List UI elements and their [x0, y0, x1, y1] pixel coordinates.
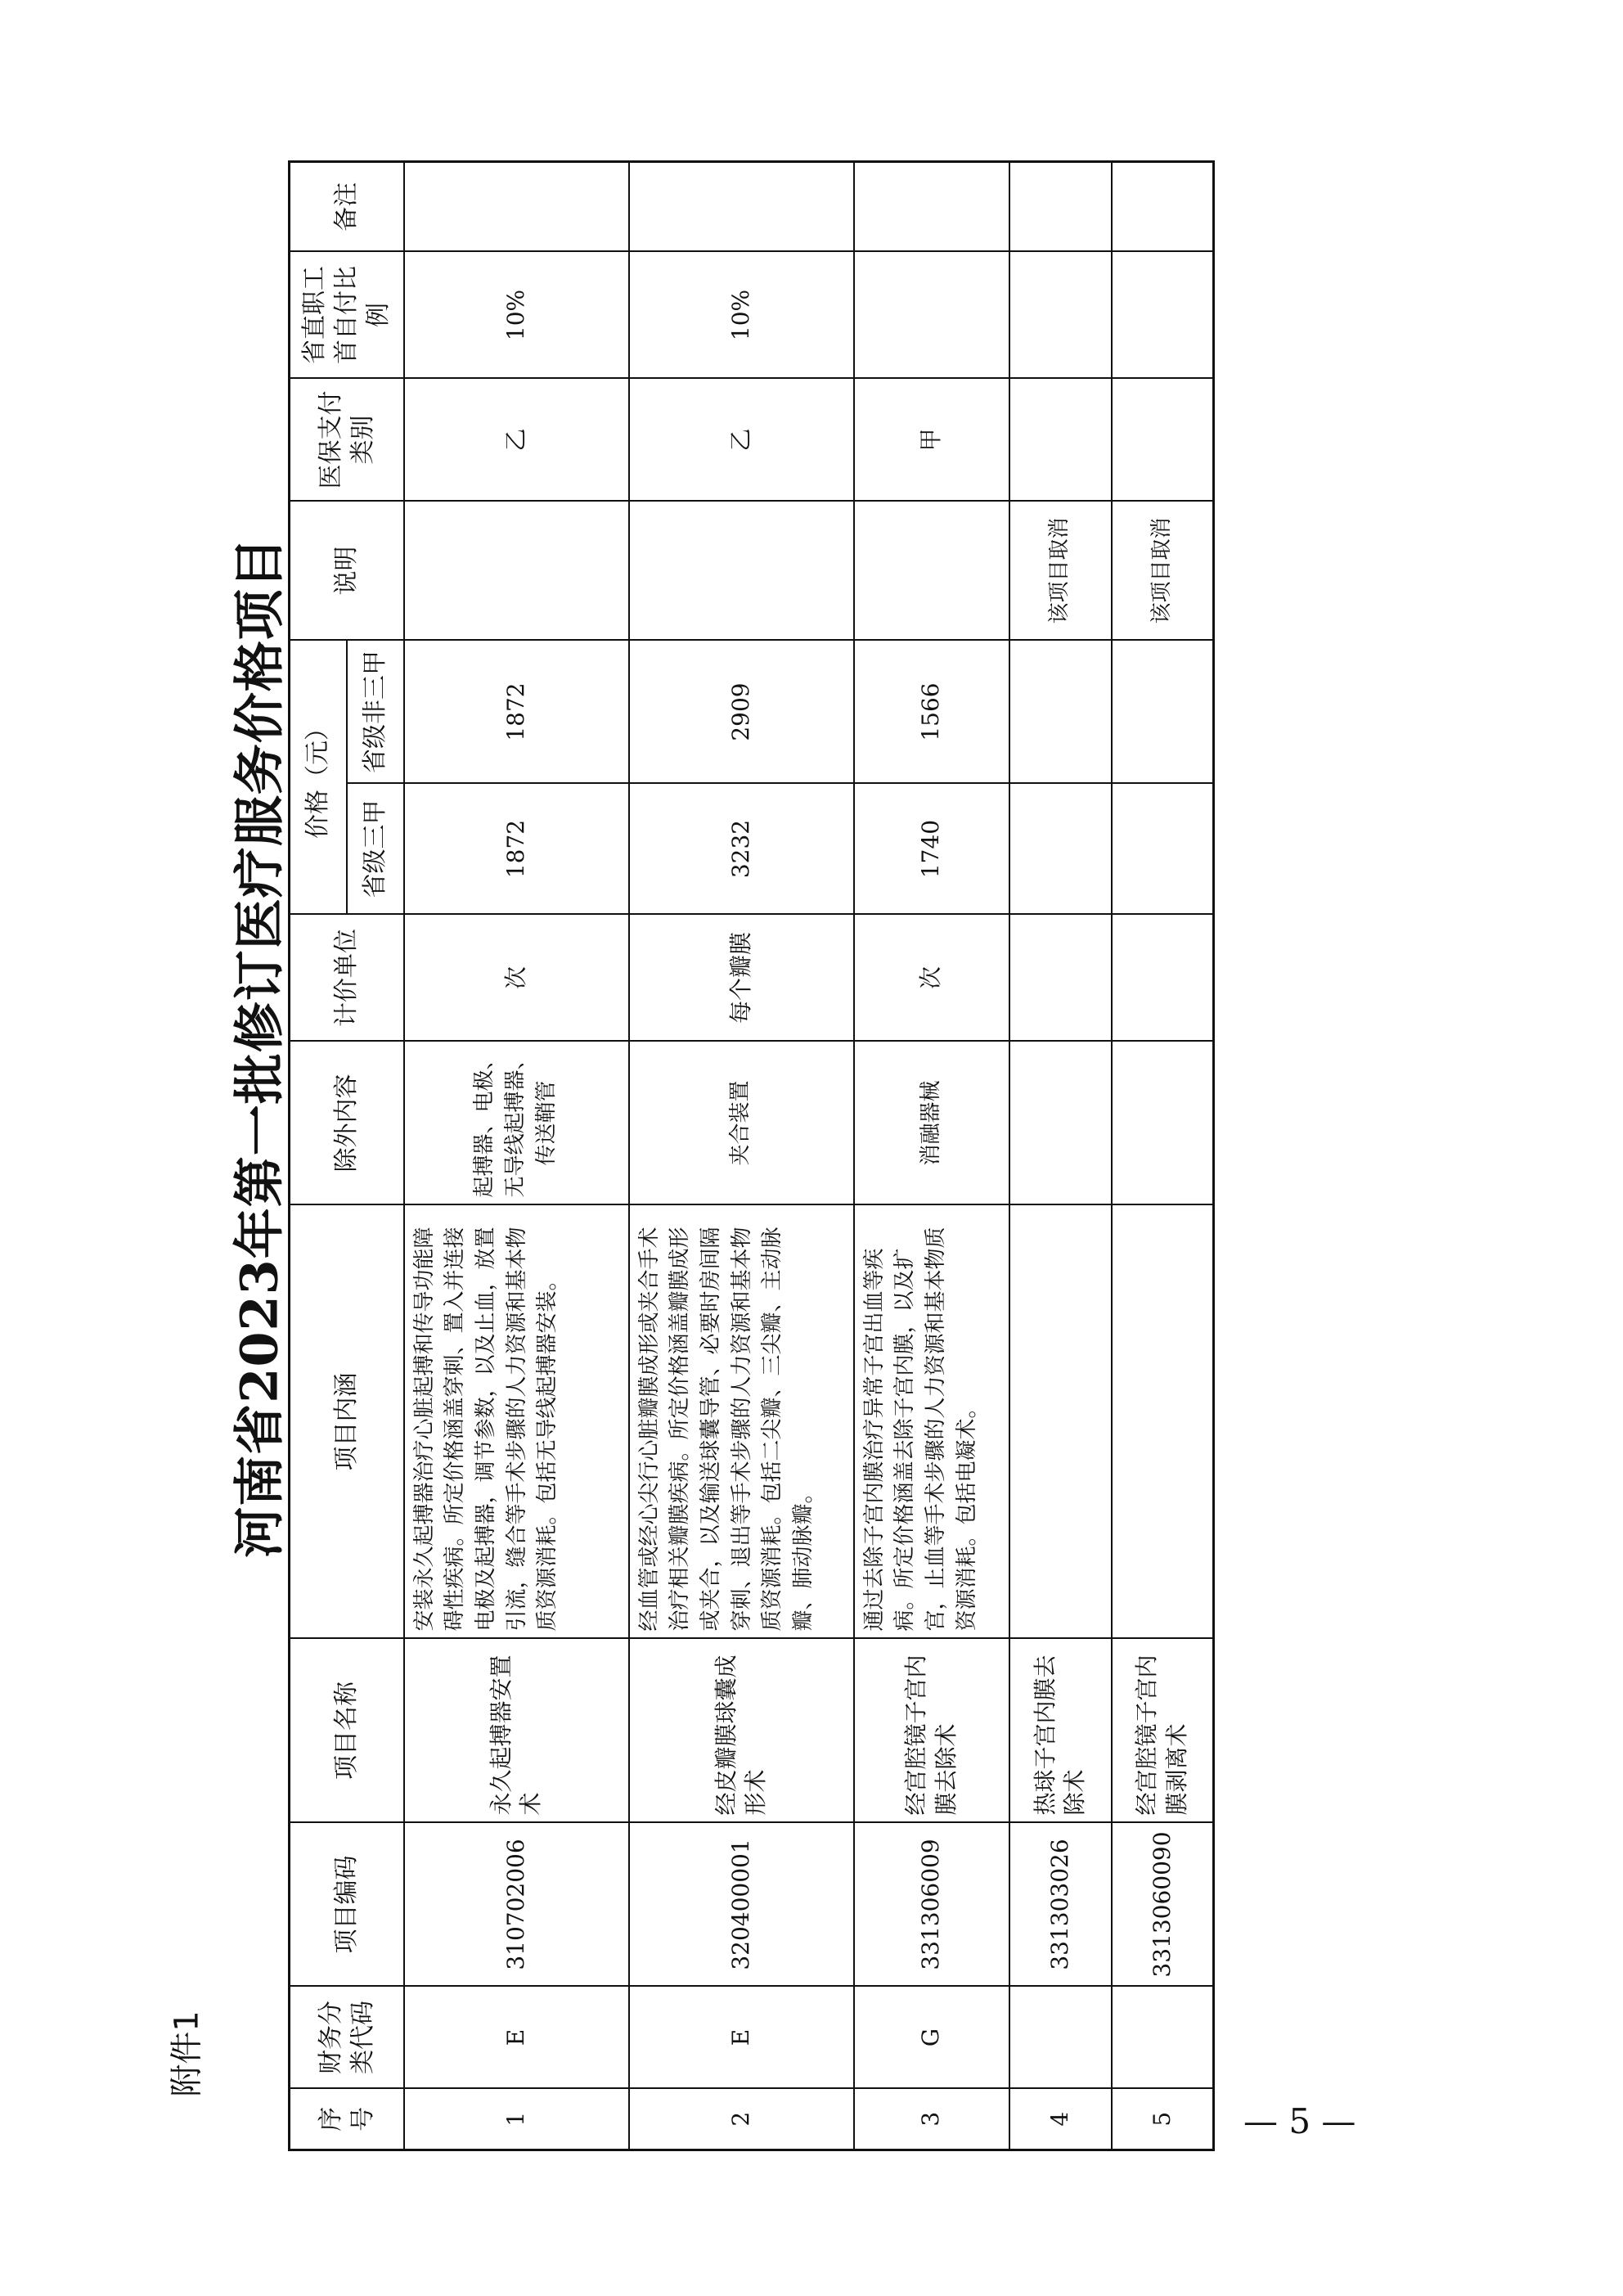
table-row — [404, 162, 629, 2150]
cell-item-code: 3313060090 — [1112, 1823, 1214, 1987]
cell-item-code: 331303026 — [1009, 1823, 1112, 1987]
cell-price-a: 3232 — [629, 784, 854, 915]
cell-connotation: 通过去除子宫内膜治疗异常子宫出血等疾病。所定价格涵盖去除子宫内膜，以及扩宫，止血等手术步骤的人力资源和基本物质资源消耗。包括电凝术。 — [854, 1205, 1009, 1639]
cell-exclusion: 夹合装置 — [629, 1042, 854, 1205]
cell-remark — [854, 162, 1009, 252]
header-item-name: 项目名称 — [290, 1639, 404, 1823]
cell-exclusion: 消融器械 — [854, 1042, 1009, 1205]
cell-remark — [1009, 162, 1112, 252]
cell-insurance: 甲 — [854, 379, 1009, 502]
cell-price-b — [1112, 641, 1214, 784]
cell-insurance: 乙 — [629, 379, 854, 502]
cell-seq: 5 — [1112, 2089, 1214, 2150]
table-row — [1112, 162, 1214, 2150]
cell-price-b: 1872 — [404, 641, 629, 784]
cell-insurance: 乙 — [404, 379, 629, 502]
page-title: 河南省2023年第一批修订医疗服务价格项目 — [229, 537, 290, 1558]
cell-item-name: 经宫腔镜子宫内膜剥离术 — [1112, 1639, 1214, 1823]
header-seq: 序号 — [290, 2089, 404, 2150]
cell-price-b — [1009, 641, 1112, 784]
cell-exclusion: 起搏器、电极、无导线起搏器、传送鞘管 — [404, 1042, 629, 1205]
cell-connotation: 安装永久起搏器治疗心脏起搏和传导功能障碍性疾病。所定价格涵盖穿刺、置入并连接电极及起搏器，调节参数，以及止血，放置引流，缝合等手术步骤的人力资源和基本物质资源消耗。包括无导线起搏器安装。 — [404, 1205, 629, 1639]
cell-self-pay: 10% — [404, 252, 629, 379]
cell-connotation — [1112, 1205, 1214, 1639]
cell-connotation: 经血管或经心尖行心脏瓣膜成形或夹合手术治疗相关瓣膜疾病。所定价格涵盖瓣膜成形或夹合，以及输送球囊导管、必要时房间隔穿刺、退出等手术步骤的人力资源和基本物质资源消耗。包括二尖瓣、三尖瓣、主动脉瓣、肺动脉瓣。 — [629, 1205, 854, 1639]
header-connotation: 项目内涵 — [290, 1205, 404, 1639]
header-fin-code: 财务分类代码 — [290, 1987, 404, 2089]
cell-unit — [1112, 915, 1214, 1042]
attachment-label: 附件1 — [168, 2010, 206, 2097]
cell-note — [404, 502, 629, 641]
header-price-b: 省级非三甲 — [347, 641, 404, 784]
header-price-group: 价格（元） — [290, 641, 347, 915]
cell-item-name: 经宫腔镜子宫内膜去除术 — [854, 1639, 1009, 1823]
cell-unit: 次 — [854, 915, 1009, 1042]
price-table-container — [288, 163, 1212, 2151]
cell-seq: 1 — [404, 2089, 629, 2150]
cell-note — [854, 502, 1009, 641]
table-row — [629, 162, 854, 2150]
cell-self-pay — [1112, 252, 1214, 379]
cell-exclusion — [1009, 1042, 1112, 1205]
cell-connotation — [1009, 1205, 1112, 1639]
cell-self-pay — [854, 252, 1009, 379]
table-row — [1009, 162, 1112, 2150]
cell-price-a — [1009, 784, 1112, 915]
cell-fin-code — [1009, 1987, 1112, 2089]
cell-unit — [1009, 915, 1112, 1042]
header-unit: 计价单位 — [290, 915, 404, 1042]
cell-remark — [404, 162, 629, 252]
header-price-a: 省级三甲 — [347, 784, 404, 915]
price-table — [288, 160, 1215, 2151]
cell-note: 该项目取消 — [1009, 502, 1112, 641]
cell-seq: 3 — [854, 2089, 1009, 2150]
header-remark: 备注 — [290, 162, 404, 252]
cell-item-code: 320400001 — [629, 1823, 854, 1987]
cell-remark — [629, 162, 854, 252]
cell-price-b: 2909 — [629, 641, 854, 784]
header-exclusion: 除外内容 — [290, 1042, 404, 1205]
cell-note: 该项目取消 — [1112, 502, 1214, 641]
page-number: — 5 — — [1243, 2101, 1356, 2141]
cell-item-code: 310702006 — [404, 1823, 629, 1987]
cell-price-a: 1872 — [404, 784, 629, 915]
header-self-pay: 省直职工首自付比例 — [290, 252, 404, 379]
cell-unit: 次 — [404, 915, 629, 1042]
cell-price-a — [1112, 784, 1214, 915]
header-note: 说明 — [290, 502, 404, 641]
cell-fin-code — [1112, 1987, 1214, 2089]
cell-self-pay: 10% — [629, 252, 854, 379]
cell-fin-code: E — [404, 1987, 629, 2089]
cell-exclusion — [1112, 1042, 1214, 1205]
cell-insurance — [1112, 379, 1214, 502]
cell-seq: 4 — [1009, 2089, 1112, 2150]
cell-item-name: 热球子宫内膜去除术 — [1009, 1639, 1112, 1823]
header-insurance: 医保支付类别 — [290, 379, 404, 502]
cell-self-pay — [1009, 252, 1112, 379]
cell-insurance — [1009, 379, 1112, 502]
cell-price-b: 1566 — [854, 641, 1009, 784]
cell-fin-code: G — [854, 1987, 1009, 2089]
cell-price-a: 1740 — [854, 784, 1009, 915]
header-item-code: 项目编码 — [290, 1823, 404, 1987]
cell-item-name: 永久起搏器安置术 — [404, 1639, 629, 1823]
table-row — [854, 162, 1009, 2150]
cell-note — [629, 502, 854, 641]
cell-item-code: 331306009 — [854, 1823, 1009, 1987]
cell-unit: 每个瓣膜 — [629, 915, 854, 1042]
cell-seq: 2 — [629, 2089, 854, 2150]
cell-fin-code: E — [629, 1987, 854, 2089]
cell-remark — [1112, 162, 1214, 252]
cell-item-name: 经皮瓣膜球囊成形术 — [629, 1639, 854, 1823]
